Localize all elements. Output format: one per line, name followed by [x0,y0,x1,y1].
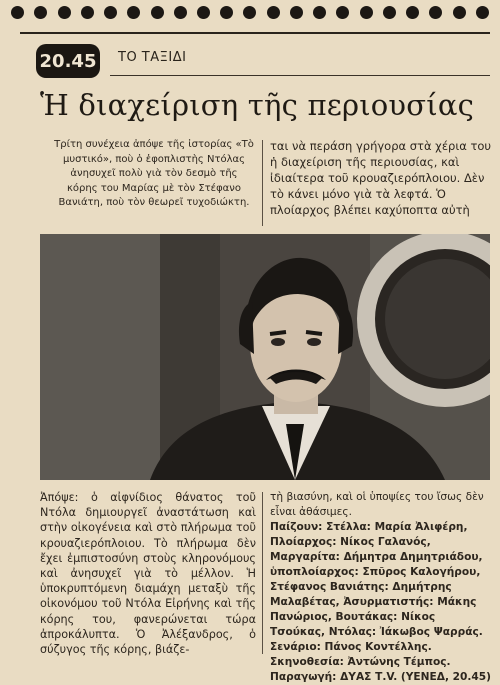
dot-icon [34,6,47,19]
dot-icon [243,6,256,19]
dot-icon [151,6,164,19]
section-label: ΤΟ ΤΑΞΙΔΙ [118,50,187,65]
actor-portrait-image [40,234,490,480]
dot-icon [104,6,117,19]
dot-icon [406,6,419,19]
actor-photo [40,234,490,480]
body-right-text: τὴ βιασύνη, καὶ οἱ ὑποψίες του ἴσως δὲν εἶναι ἀθάσιμες. [270,491,484,518]
intro-right-column [270,138,492,218]
perforation-dots [0,0,500,24]
column-divider [262,492,263,654]
credits-text: Παίζουν: Στέλλα: Μαρία Ἀλιφέρη, Πλοίαρχος: Νίκος Γαλανός, Μαργαρίτα: Δήμητρα Δημητριάδου, ὑποπλοίαρχος: Σπῦρος Καλογήρου, Στέφανος Βανιάτης: Δημήτρης Μαλαβέτας, Ἀσυρματιστής: Μάκης Πανώριος, Βουτάκας: Νίκος Τσούκας, Ντόλας: Ἰάκωβος Ψαρράς. Σενάριο: Πάνος Κοντέλλης. Σκηνοθεσία: Ἀντώνης Τέμπος. Παραγωγή: ΔΥΑΣ Τ.V. (ΥΕΝΕΔ, 20.45) [270,521,492,683]
dot-icon [290,6,303,19]
lead-paragraph [54,138,254,211]
top-rule [20,32,490,34]
dot-icon [360,6,373,19]
dot-icon [81,6,94,19]
dot-icon [429,6,442,19]
dot-icon [453,6,466,19]
body-left-column [40,490,256,657]
dot-icon [127,6,140,19]
body-right-column [270,490,492,685]
dot-icon [313,6,326,19]
headline: Ἡ διαχείριση τῆς περιουσίας [40,88,475,122]
lead-text: Τρίτη συνέχεια ἀπόψε τῆς ἱστορίας «Τὸ μυστικό», ποὺ ὁ ἐφοπλιστὴς Ντόλας ἀνησυχεῖ πολὺ γιὰ τὸν δεσμὸ τῆς κόρης του Μαρίας μὲ τὸν Στέφανο Βανιάτη, ποὺ τὸν θεωρεῖ τυχοδιώκτη. [54,139,254,208]
dot-icon [476,6,489,19]
dot-icon [197,6,210,19]
dot-icon [220,6,233,19]
dot-icon [336,6,349,19]
dot-icon [267,6,280,19]
column-divider [262,140,263,226]
dot-icon [11,6,24,19]
dot-icon [174,6,187,19]
body-left-text: Ἀπόψε: ὁ αἰφνίδιος θάνατος τοῦ Ντόλα δημιουργεῖ ἀναστάτωση καὶ στὴν οἰκογένεια καὶ στὸ πλήρωμα τοῦ κρουαζιερόπλοιου. Τὸ πλήρωμα δὲν ἔχει ἐμπιστοσύνη στοὺς κληρονόμους καὶ ἀνησυχεῖ γιὰ τὸ μέλλον. Ἡ ὑποκρυπτόμενη διαμάχη μεταξὺ τῆς οἰκονόμου τοῦ Ντόλα Εἰρήνης καὶ τῆς κόρης του, φανερώνεται τώρα ἀπροκάλυπτα. Ὁ Ἀλέξανδρος, ὁ σύζυγος τῆς κόρης, βιάζε- [40,491,256,657]
section-rule [110,75,490,76]
intro-right-text: ται νὰ περάση γρήγορα στὰ χέρια του ἡ διαχείριση τῆς περιουσίας, καὶ ἰδιαίτερα τοῦ κρουαζιερόπλοιου. Δὲν τὸ κάνει μόνο γιὰ τὰ λεφτά. Ὁ πλοίαρχος βλέπει καχύποπτα αὐτὴ [270,139,492,217]
dot-icon [58,6,71,19]
dot-icon [383,6,396,19]
time-badge: 20.45 [36,44,100,78]
